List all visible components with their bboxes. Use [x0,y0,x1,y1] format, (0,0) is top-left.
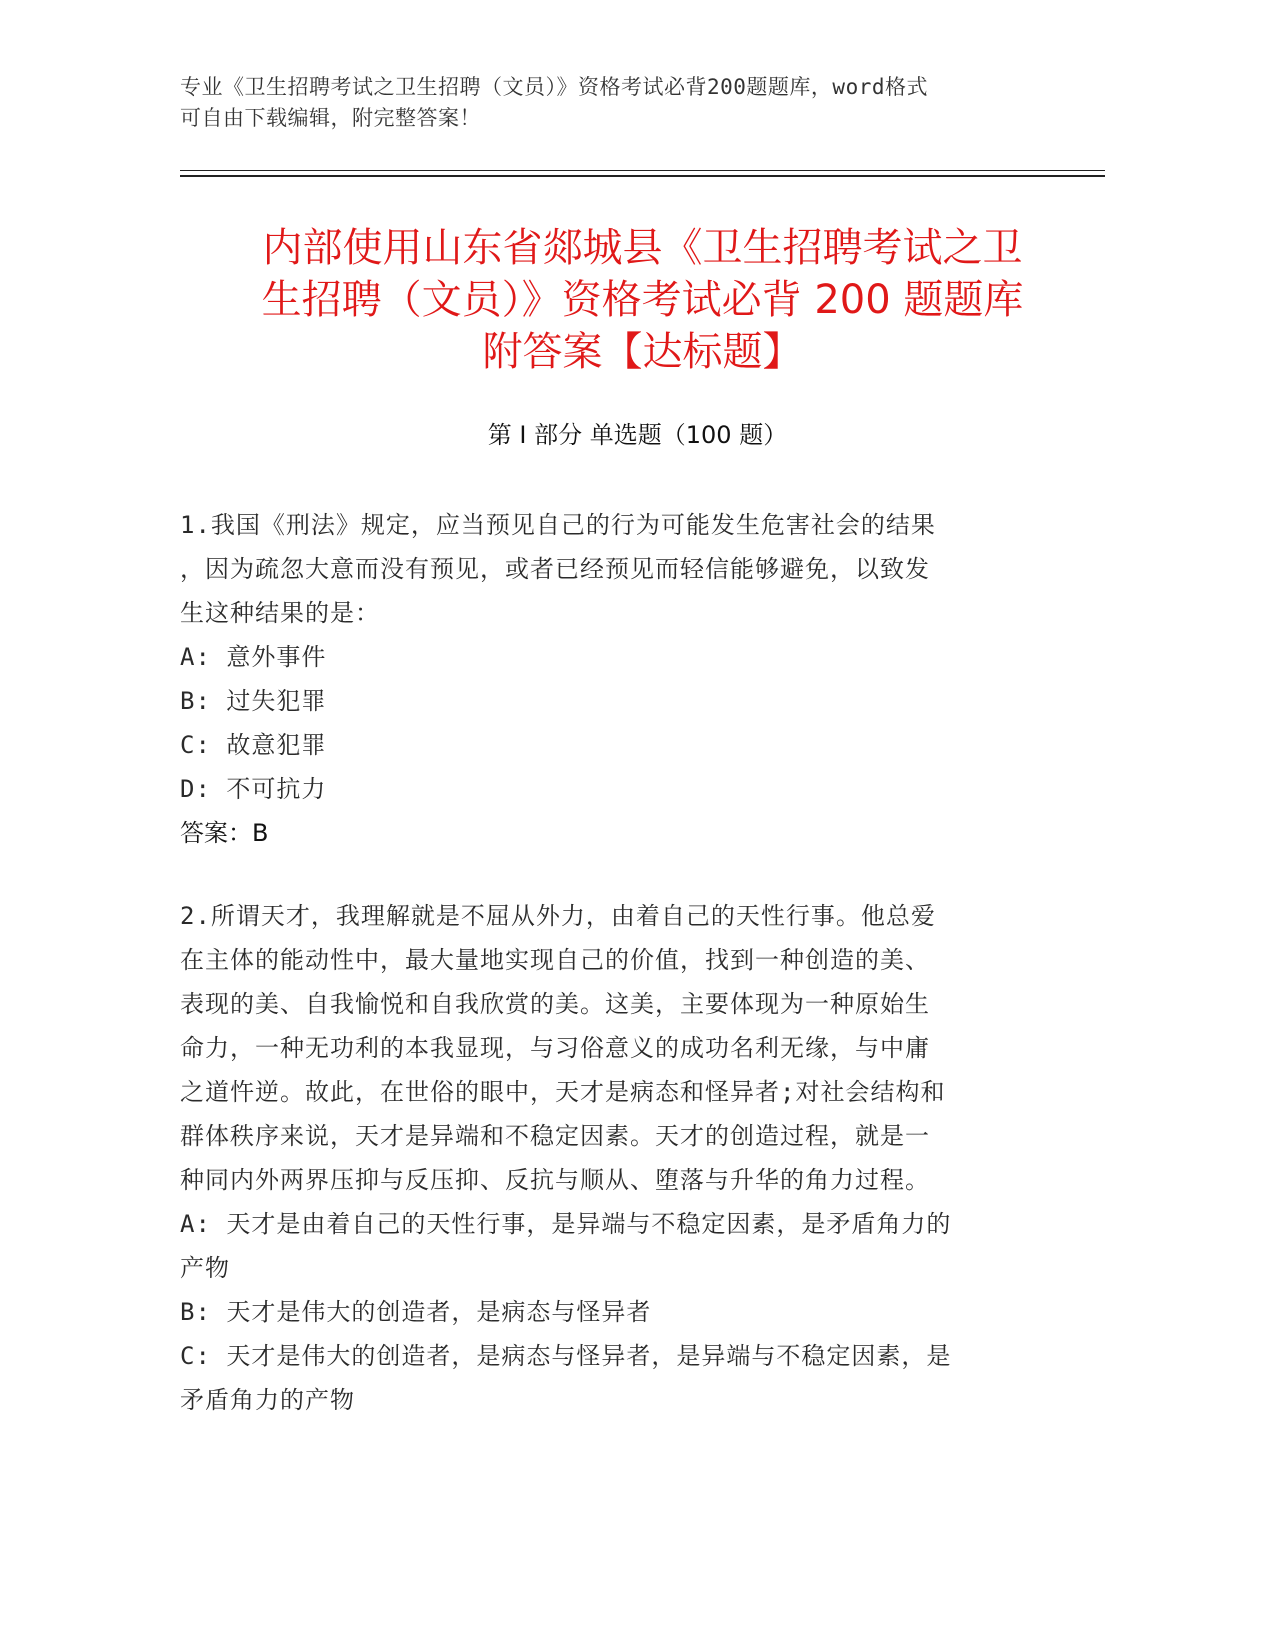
question-stem-line: 在主体的能动性中，最大量地实现自己的价值，找到一种创造的美、 [180,946,930,974]
option-a-continued: 产物 [180,1254,230,1282]
header-note-line: 专业《卫生招聘考试之卫生招聘（文员）》资格考试必背200题题库，word格式 [180,75,928,99]
question-stem-line: 之道忤逆。故此，在世俗的眼中，天才是病态和怪异者;对社会结构和 [180,1078,946,1106]
header-divider-thick [180,175,1105,177]
document-title [180,222,1105,378]
answer: 答案：B [180,819,269,847]
option-a: A: 意外事件 [180,643,327,671]
header-note-line: 可自由下载编辑，附完整答案！ [180,106,481,130]
question-stem-line: 种同内外两界压抑与反压抑、反抗与顺从、堕落与升华的角力过程。 [180,1166,930,1194]
option-b: B: 过失犯罪 [180,687,327,715]
question-stem-line: ，因为疏忽大意而没有预见，或者已经预见而轻信能够避免，以致发 [180,555,930,583]
option-c: C: 故意犯罪 [180,731,327,759]
question-stem-line: 群体秩序来说，天才是异端和不稳定因素。天才的创造过程，就是一 [180,1122,930,1150]
header-note [180,72,1080,134]
question-stem-line: 2.所谓天才，我理解就是不屈从外力，由着自己的天性行事。他总爱 [180,902,936,930]
document-title-line: 生招聘（文员）》资格考试必背 200 题题库 [261,277,1024,323]
document-title-line: 内部使用山东省郯城县《卫生招聘考试之卫 [262,225,1023,271]
header-divider-thin [180,170,1105,171]
section-title: 第 I 部分 单选题（100 题） [487,421,788,449]
question-stem-line: 命力，一种无功利的本我显现，与习俗意义的成功名利无缘，与中庸 [180,1034,930,1062]
document-title-line: 附答案【达标题】 [482,329,803,375]
option-a: A: 天才是由着自己的天性行事，是异端与不稳定因素，是矛盾角力的 [180,1210,952,1238]
option-b: B: 天才是伟大的创造者，是病态与怪异者 [180,1298,652,1326]
question-stem-line: 生这种结果的是： [180,599,380,627]
option-c-continued: 矛盾角力的产物 [180,1386,355,1414]
option-c: C: 天才是伟大的创造者，是病态与怪异者，是异端与不稳定因素，是 [180,1342,952,1370]
option-d: D: 不可抗力 [180,775,327,803]
question-2 [180,894,1060,1422]
question-stem-line: 1.我国《刑法》规定，应当预见自己的行为可能发生危害社会的结果 [180,511,936,539]
question-1 [180,503,1060,855]
question-stem-line: 表现的美、自我愉悦和自我欣赏的美。这美，主要体现为一种原始生 [180,990,930,1018]
